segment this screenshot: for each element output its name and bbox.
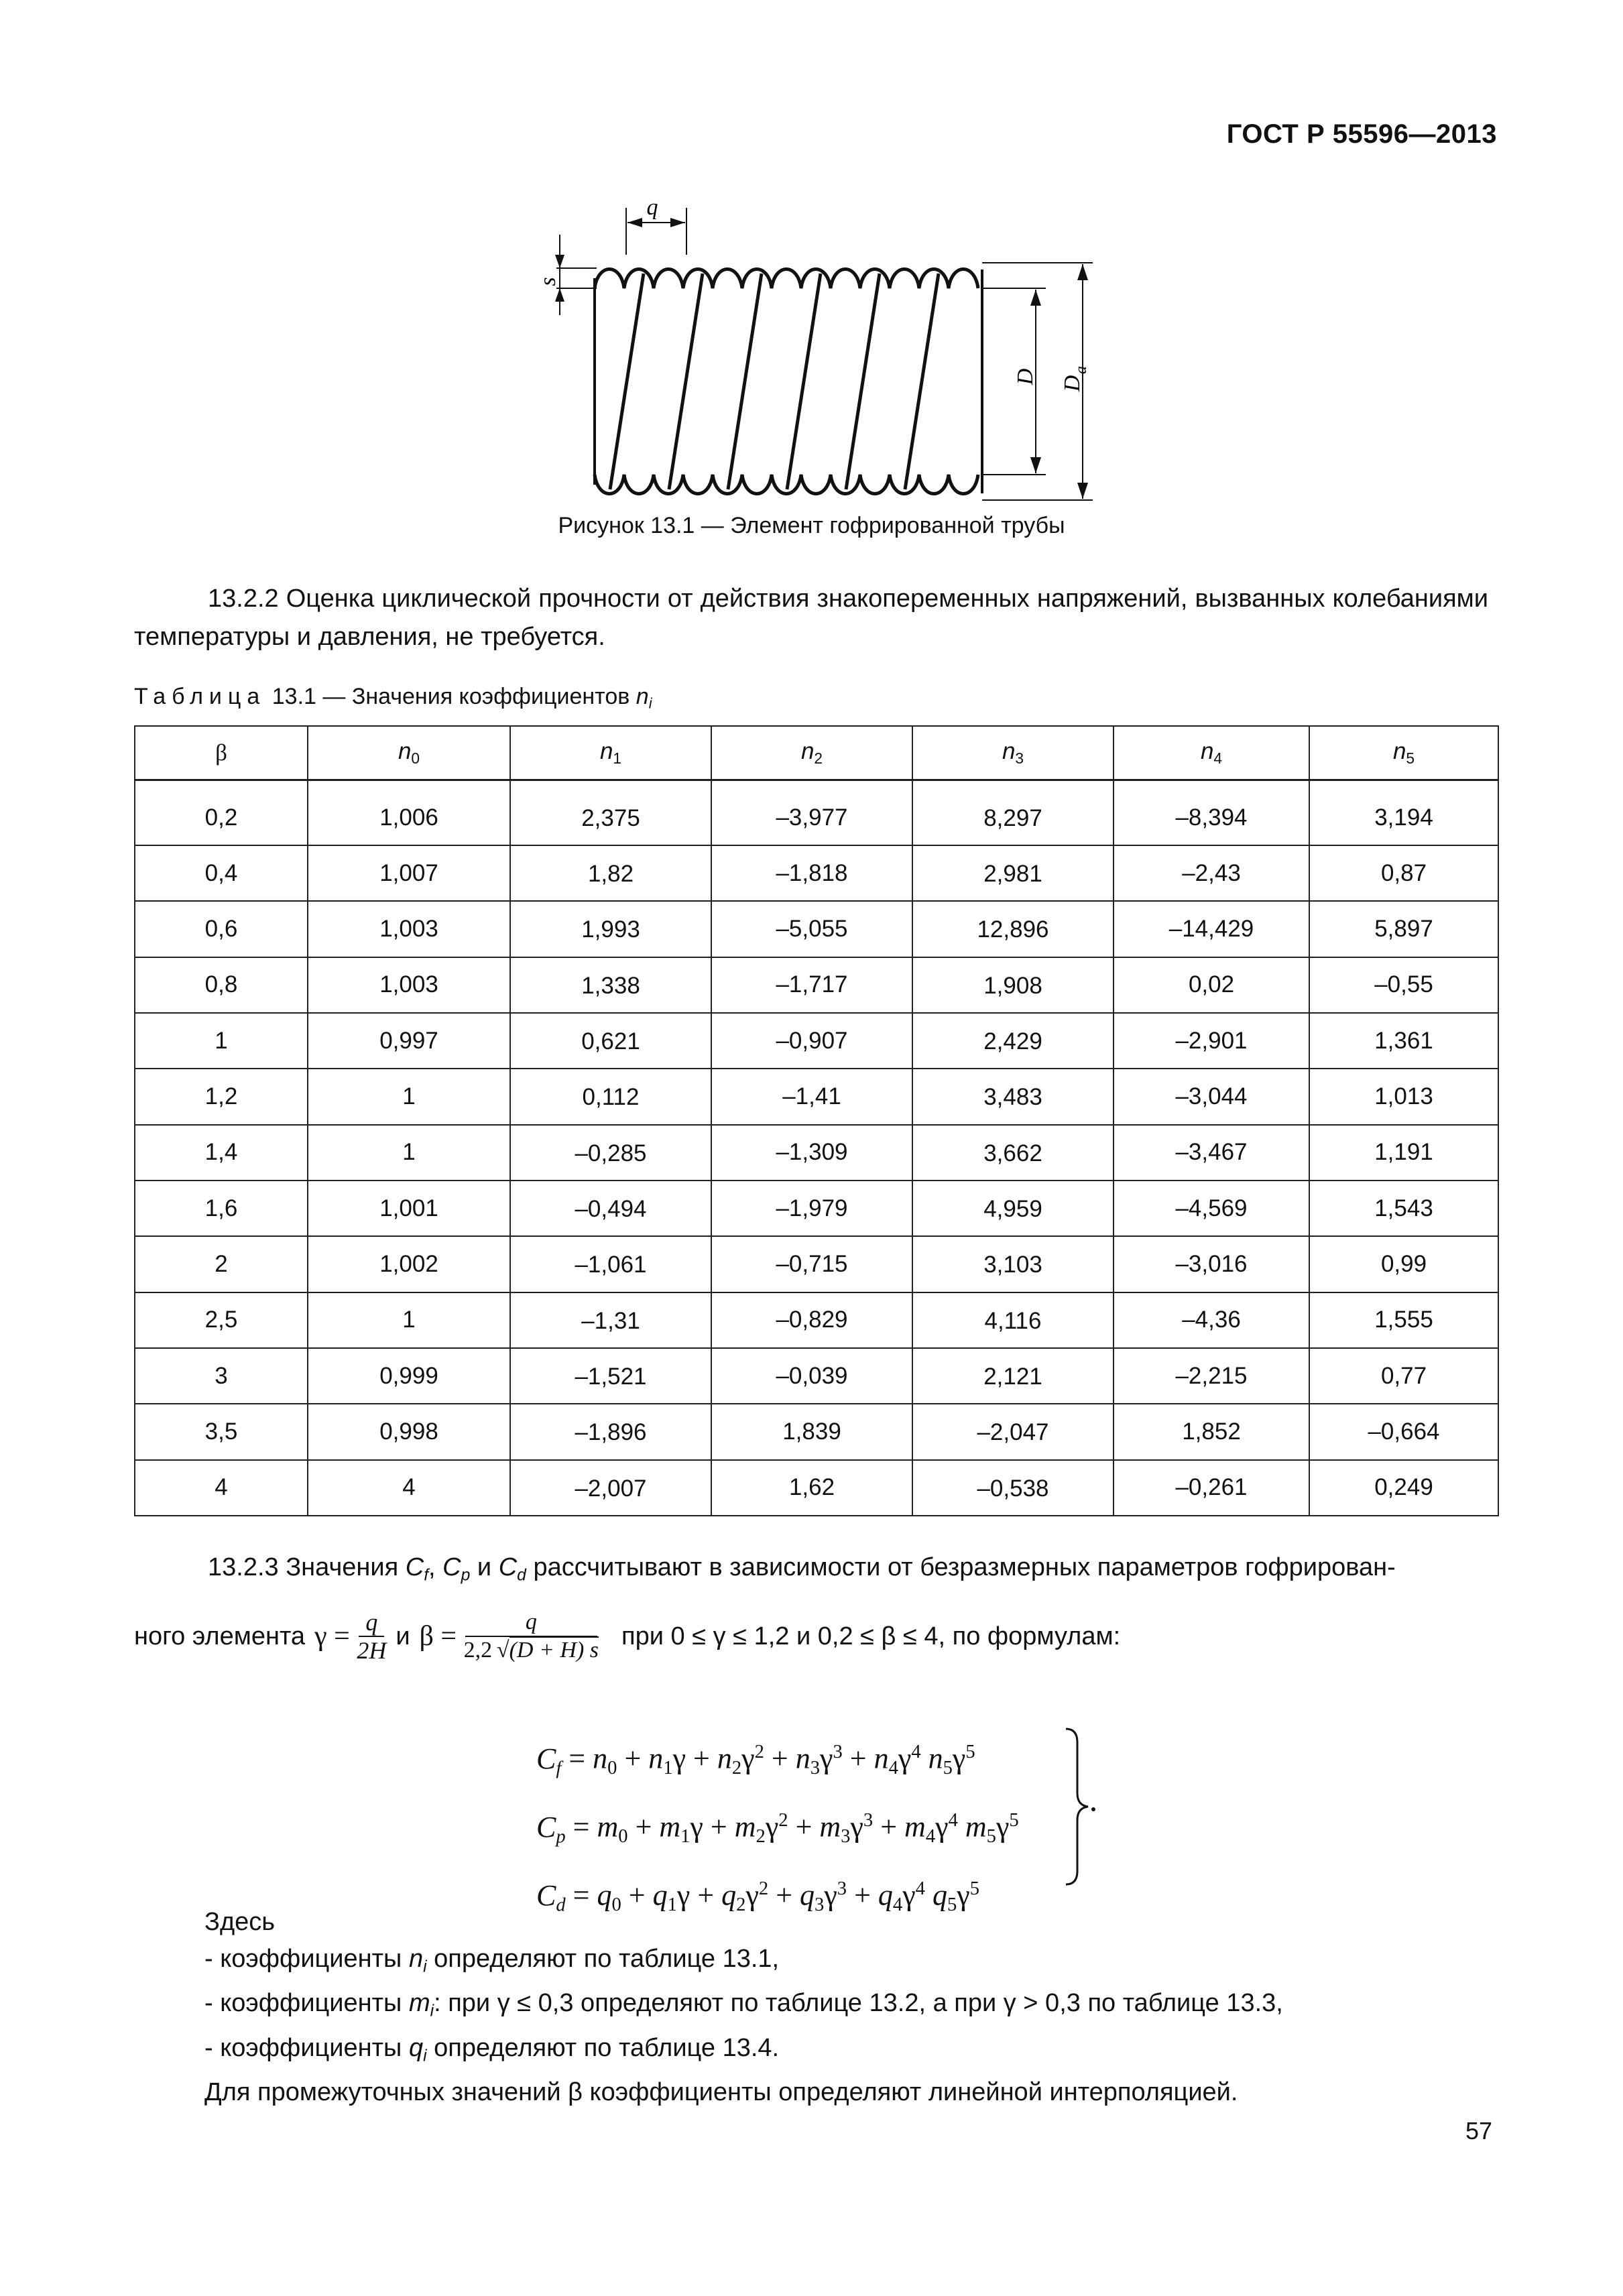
- coefficients-table: [134, 725, 1499, 1516]
- table-cell: 1: [308, 1069, 510, 1124]
- table-cell: 3,5: [135, 1404, 308, 1459]
- table-cell: –4,36: [1114, 1292, 1309, 1348]
- table-cell: 0,87: [1309, 845, 1498, 901]
- table-cell: 3,194: [1309, 790, 1498, 845]
- table-cell: –0,538: [912, 1460, 1114, 1516]
- table-cell: –0,55: [1309, 957, 1498, 1013]
- table-cell: 0,999: [308, 1348, 510, 1404]
- table-cell: –3,016: [1114, 1236, 1309, 1292]
- table-row: [135, 901, 1498, 957]
- document-header: ГОСТ Р 55596—2013: [1226, 119, 1497, 149]
- equation-cd: $C_d = q_0 + q_1\gamma + q_2\gamma^2 + q_3\gamma^3 + q_4\gamma^4$ $q_5\gamma^5$: [536, 1878, 980, 1916]
- table-cell: 1,191: [1309, 1125, 1498, 1181]
- table-cell: 0,6: [135, 901, 308, 957]
- table-cell: –2,047: [912, 1404, 1114, 1459]
- table-cell: –1,717: [711, 957, 912, 1013]
- table-cell: 4,116: [912, 1292, 1114, 1348]
- notes-block: [204, 1904, 1283, 2111]
- table-row: [135, 790, 1498, 845]
- table-cell: –1,31: [510, 1292, 711, 1348]
- table-cell: 2,121: [912, 1348, 1114, 1404]
- table-cell: 1,002: [308, 1236, 510, 1292]
- table-row: [135, 1460, 1498, 1516]
- table-cell: 3,483: [912, 1069, 1114, 1124]
- table-cell: –1,309: [711, 1125, 912, 1181]
- table-row: [135, 1348, 1498, 1404]
- table-cell: –0,261: [1114, 1460, 1309, 1516]
- paragraph-13-2-3-line2: ного элемента γ = q 2H и β = q 2,2 √(D + H) s при 0 ≤ γ ≤ 1,2 и 0,2 ≤ β ≤ 4, по формулам:: [134, 1609, 1121, 1664]
- table-cell: 1,62: [711, 1460, 912, 1516]
- note-line-2: - коэффициенты $m_i$: при γ ≤ 0,3 определяют по таблице 13.2, а при γ > 0,3 по таблице 13.3,: [204, 1989, 1283, 2020]
- s-label: s: [536, 277, 560, 286]
- table-cell: –2,007: [510, 1460, 711, 1516]
- right-brace: [1063, 1726, 1096, 1887]
- table-cell: –0,715: [711, 1236, 912, 1292]
- table-row: [135, 1125, 1498, 1181]
- helix-line: [728, 274, 762, 489]
- table-cell: 1,543: [1309, 1181, 1498, 1236]
- d-label: D: [1013, 368, 1038, 385]
- table-cell: 0,02: [1114, 957, 1309, 1013]
- table-row: [135, 957, 1498, 1013]
- table-cell: 1,2: [135, 1069, 308, 1124]
- table-cell: 8,297: [912, 790, 1114, 845]
- table-cell: –0,664: [1309, 1404, 1498, 1459]
- table-cell: –0,285: [510, 1125, 711, 1181]
- table-caption: Таблица 13.1 — Значения коэффициентов $n_i$: [134, 684, 652, 712]
- table-cell: 2,429: [912, 1013, 1114, 1069]
- note-line-4: Для промежуточных значений β коэффициенты определяют линейной интерполяцией.: [204, 2078, 1238, 2107]
- table-cell: –8,394: [1114, 790, 1309, 845]
- table-cell: 1,6: [135, 1181, 308, 1236]
- table-cell: –1,979: [711, 1181, 912, 1236]
- table-cell: –0,494: [510, 1181, 711, 1236]
- table-cell: 0,997: [308, 1013, 510, 1069]
- helix-line: [669, 274, 703, 489]
- table-cell: 4,959: [912, 1181, 1114, 1236]
- header-n0: $n_0$: [308, 726, 510, 780]
- table-cell: 0,4: [135, 845, 308, 901]
- table-row: [135, 1069, 1498, 1124]
- table-cell: 0,998: [308, 1404, 510, 1459]
- figure-caption: Рисунок 13.1 — Элемент гофрированной трубы: [558, 513, 1065, 538]
- table-cell: –0,907: [711, 1013, 912, 1069]
- da-label-sub: a: [1073, 366, 1090, 374]
- table-cell: –1,41: [711, 1069, 912, 1124]
- table-cell: –4,569: [1114, 1181, 1309, 1236]
- table-cell: 1,4: [135, 1125, 308, 1181]
- paragraph-13-2-2: 13.2.2 Оценка циклической прочности от действия знакопеременных напряжений, вызванных колебаниями температуры и давления, не требуется.: [134, 585, 1488, 651]
- paragraph-13-2-3-line1: 13.2.3 Значения $C_f$, $C_p$ и $C_d$ рассчитывают в зависимости от безразмерных параметров гофрирован-: [208, 1553, 1396, 1585]
- table-cell: –2,43: [1114, 845, 1309, 901]
- table-cell: 1,555: [1309, 1292, 1498, 1348]
- header-beta: β: [135, 726, 308, 780]
- da-label: D: [1060, 375, 1085, 392]
- table-cell: 1,007: [308, 845, 510, 901]
- table-cell: 1,003: [308, 957, 510, 1013]
- table-cell: 1,993: [510, 901, 711, 957]
- table-cell: 1,361: [1309, 1013, 1498, 1069]
- header-n2: $n_2$: [711, 726, 912, 780]
- table-cell: –0,829: [711, 1292, 912, 1348]
- table-row: [135, 1013, 1498, 1069]
- table-cell: 3: [135, 1348, 308, 1404]
- table-row: [135, 1181, 1498, 1236]
- equation-cf: $C_f = n_0 + n_1\gamma + n_2\gamma^2 + n_3\gamma^3 + n_4\gamma^4$ $n_5\gamma^5$: [536, 1742, 975, 1779]
- table-cell: 1,839: [711, 1404, 912, 1459]
- helix-line: [787, 274, 821, 489]
- gamma-formula: γ = q 2H: [314, 1609, 387, 1664]
- table-cell: 2,375: [510, 790, 711, 845]
- table-cell: –2,215: [1114, 1348, 1309, 1404]
- table-cell: 0,99: [1309, 1236, 1498, 1292]
- header-n5: $n_5$: [1309, 726, 1498, 780]
- table-cell: –14,429: [1114, 901, 1309, 957]
- table-cell: 1,82: [510, 845, 711, 901]
- table-cell: 0,249: [1309, 1460, 1498, 1516]
- table-row: [135, 1236, 1498, 1292]
- table-row: [135, 1404, 1498, 1459]
- corrugated-tube-figure: [509, 194, 1113, 503]
- beta-formula: β = q 2,2 √(D + H) s: [419, 1610, 599, 1663]
- table-cell: –1,061: [510, 1236, 711, 1292]
- helix-line: [846, 274, 880, 489]
- table-cell: 5,897: [1309, 901, 1498, 957]
- page-number: 57: [1465, 2117, 1492, 2144]
- table-cell: 1: [308, 1292, 510, 1348]
- table-cell: 1,003: [308, 901, 510, 957]
- header-n1: $n_1$: [510, 726, 711, 780]
- table-cell: 1,338: [510, 957, 711, 1013]
- table-cell: 0,112: [510, 1069, 711, 1124]
- q-label: q: [646, 195, 658, 220]
- equation-cp: $C_p = m_0 + m_1\gamma + m_2\gamma^2 + m_3\gamma^3 + m_4\gamma^4$ $m_5\gamma^5$: [536, 1810, 1019, 1848]
- table-cell: –3,044: [1114, 1069, 1309, 1124]
- table-cell: –3,467: [1114, 1125, 1309, 1181]
- table-row: [135, 1292, 1498, 1348]
- helix-line: [610, 274, 644, 489]
- table-cell: 0,2: [135, 790, 308, 845]
- note-line-3: - коэффициенты $q_i$ определяют по таблице 13.4.: [204, 2033, 780, 2065]
- table-cell: –1,521: [510, 1348, 711, 1404]
- table-cell: 1: [135, 1013, 308, 1069]
- coefficient-equations: [536, 1726, 1019, 1932]
- table-cell: –3,977: [711, 790, 912, 845]
- table-cell: 1,013: [1309, 1069, 1498, 1124]
- table-cell: 0,8: [135, 957, 308, 1013]
- table-cell: –2,901: [1114, 1013, 1309, 1069]
- table-cell: 2,981: [912, 845, 1114, 901]
- table-cell: 3,103: [912, 1236, 1114, 1292]
- tube-top-corrugation: [595, 269, 978, 289]
- table-cell: –0,039: [711, 1348, 912, 1404]
- table-cell: –5,055: [711, 901, 912, 957]
- notes-intro: Здесь: [204, 1908, 276, 1936]
- table-cell: 12,896: [912, 901, 1114, 957]
- table-cell: 1: [308, 1125, 510, 1181]
- table-cell: 1,908: [912, 957, 1114, 1013]
- table-cell: 4: [308, 1460, 510, 1516]
- table-cell: 1,852: [1114, 1404, 1309, 1459]
- table-cell: 4: [135, 1460, 308, 1516]
- table-cell: 1,006: [308, 790, 510, 845]
- table-cell: –1,896: [510, 1404, 711, 1459]
- table-row: [135, 845, 1498, 901]
- table-cell: 2: [135, 1236, 308, 1292]
- table-cell: 0,621: [510, 1013, 711, 1069]
- helix-line: [905, 274, 939, 489]
- table-cell: –1,818: [711, 845, 912, 901]
- table-cell: 0,77: [1309, 1348, 1498, 1404]
- table-cell: 2,5: [135, 1292, 308, 1348]
- header-n4: $n_4$: [1114, 726, 1309, 780]
- table-cell: 3,662: [912, 1125, 1114, 1181]
- note-line-1: - коэффициенты $n_i$ определяют по таблице 13.1,: [204, 1945, 780, 1976]
- header-n3: $n_3$: [912, 726, 1114, 780]
- table-cell: 1,001: [308, 1181, 510, 1236]
